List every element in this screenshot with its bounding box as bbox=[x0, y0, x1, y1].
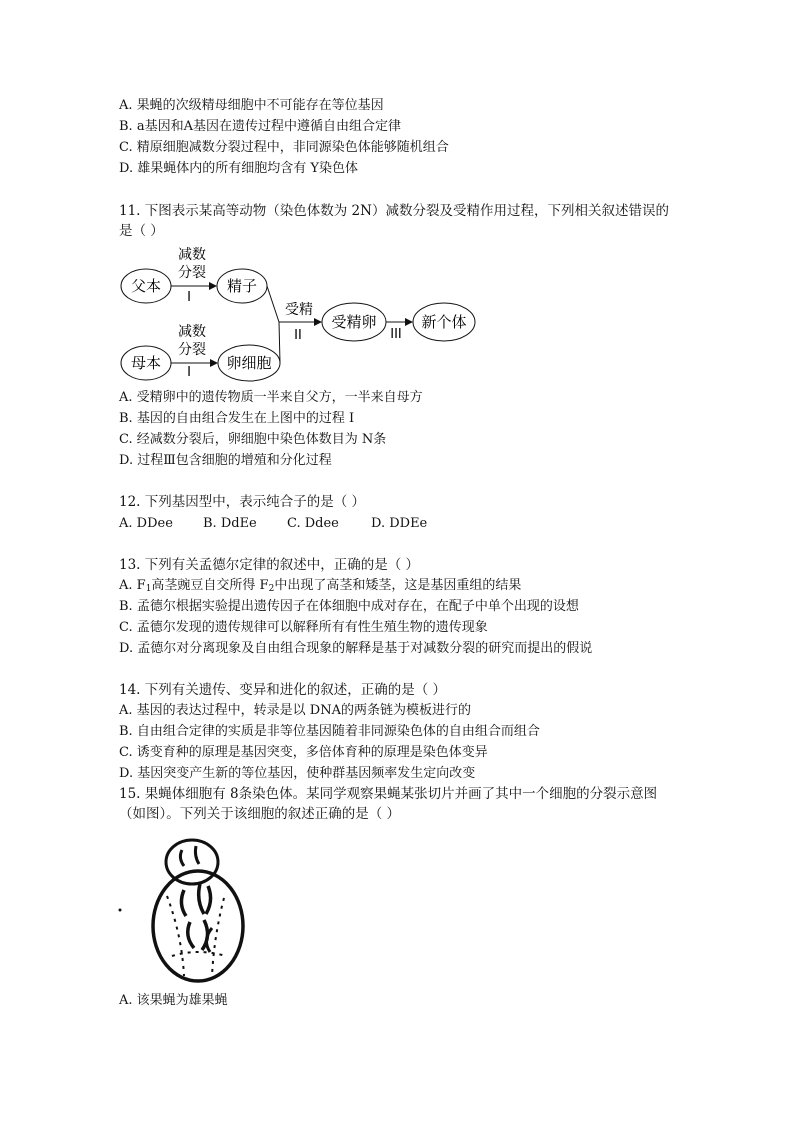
q13-a-sub1: 1 bbox=[145, 584, 152, 594]
q11-option-a: A. 受精卵中的遗传物质一半来自父方，一半来自母方 bbox=[119, 390, 423, 405]
q15-option-a: A. 该果蝇为雄果蝇 bbox=[119, 993, 228, 1008]
line-sperm-join bbox=[267, 286, 279, 322]
chromosome-1 bbox=[181, 890, 186, 916]
q15-stem-line1: 15. 果蝇体细胞有 8条染色体。某同学观察果蝇某张切片并画了其中一个细胞的分裂示意图 bbox=[119, 786, 658, 802]
q12-option-a: A. DDee bbox=[119, 516, 173, 531]
q11-option-b: B. 基因的自由组合发生在上图中的过程 I bbox=[119, 411, 355, 426]
fertilization-label: 受精 bbox=[285, 302, 313, 318]
q13-option-c: C. 孟德尔发现的遗传规律可以解释所有有性生殖生物的遗传现象 bbox=[119, 620, 488, 635]
q13-a-sub2: 2 bbox=[268, 584, 275, 594]
bud-chromosome-1 bbox=[180, 850, 184, 866]
q11-stem-line2: 是（ ） bbox=[119, 223, 164, 239]
bud-chromosome-2 bbox=[195, 846, 199, 864]
step3-label: III bbox=[390, 327, 402, 342]
spindle-fiber-bottom bbox=[172, 952, 226, 956]
meiosis-label-bottom-1: 减数 bbox=[178, 324, 206, 340]
q14-stem: 14. 下列有关遗传、变异和进化的叙述，正确的是（ ） bbox=[119, 682, 447, 698]
father-label: 父本 bbox=[130, 277, 162, 295]
meiosis-label-top-1: 减数 bbox=[178, 247, 206, 263]
step1-label-bottom: I bbox=[187, 365, 191, 380]
chromosome-2 bbox=[199, 884, 204, 914]
q13-option-d: D. 孟德尔对分离现象及自由组合现象的解释是基于对减数分裂的研究而提出的假说 bbox=[119, 641, 593, 656]
q10-option-c: C. 精原细胞减数分裂过程中，非同源染色体能够随机组合 bbox=[119, 140, 449, 155]
q11-option-d: D. 过程Ⅲ包含细胞的增殖和分化过程 bbox=[119, 453, 332, 468]
egg-label: 卵细胞 bbox=[226, 354, 272, 372]
meiosis-label-bottom-2: 分裂 bbox=[178, 342, 206, 358]
q12-options bbox=[119, 515, 427, 533]
mother-label: 母本 bbox=[130, 354, 162, 372]
q12-stem: 12. 下列基因型中，表示纯合子的是（ ） bbox=[119, 494, 366, 510]
zygote-label: 受精卵 bbox=[331, 313, 377, 331]
meiosis-label-top-2: 分裂 bbox=[178, 265, 206, 281]
q14-option-a: A. 基因的表达过程中，转录是以 DNA的两条链为模板进行的 bbox=[119, 703, 471, 718]
q11-option-c: C. 经减数分裂后，卵细胞中染色体数目为 N条 bbox=[119, 432, 387, 447]
q14-option-c: C. 诱变育种的原理是基因突变，多倍体育种的原理是染色体变异 bbox=[119, 745, 488, 760]
q13-option-a bbox=[119, 577, 521, 598]
q12-option-b: B. DdEe bbox=[203, 516, 257, 531]
q12-option-c: C. Ddee bbox=[287, 516, 339, 531]
chromosome-3 bbox=[206, 886, 211, 914]
q13-a-prefix: A. F bbox=[119, 578, 146, 593]
q13-a-mid: 高茎豌豆自交所得 F bbox=[151, 578, 269, 593]
q10-option-d: D. 雄果蝇体内的所有细胞均含有 Y染色体 bbox=[119, 161, 358, 176]
q10-option-a: A. 果蝇的次级精母细胞中不可能存在等位基因 bbox=[119, 98, 384, 113]
q15-stem-line2: （如图）。下列关于该细胞的叙述正确的是（ ） bbox=[119, 806, 401, 822]
q14-option-b: B. 自由组合定律的实质是非等位基因随着非同源染色体的自由组合而组合 bbox=[119, 724, 540, 739]
line-egg-join bbox=[279, 322, 280, 363]
q13-option-b: B. 孟德尔根据实验提出遗传因子在体细胞中成对存在，在配子中单个出现的设想 bbox=[119, 599, 579, 614]
chromosome-4 bbox=[188, 922, 194, 948]
sperm-label: 精子 bbox=[226, 277, 258, 295]
q12-option-d: D. DDEe bbox=[371, 516, 428, 531]
q14-option-d: D. 基因突变产生新的等位基因，使种群基因频率发生定向改变 bbox=[119, 766, 476, 781]
step2-label: II bbox=[294, 328, 302, 343]
q10-option-b: B. a基因和A基因在遗传过程中遵循自由组合定律 bbox=[119, 119, 401, 134]
individual-label: 新个体 bbox=[421, 313, 467, 331]
q11-stem-line1: 11. 下图表示某高等动物（染色体数为 2N）减数分裂及受精作用过程，下列相关叙述错误的 bbox=[119, 203, 669, 219]
q13-a-post: 中出现了高茎和矮茎，这是基因重组的结果 bbox=[274, 578, 522, 593]
stray-dot bbox=[119, 909, 122, 912]
cell-division-figure bbox=[112, 836, 262, 991]
step1-label-top: I bbox=[187, 290, 191, 305]
q13-stem: 13. 下列有关孟德尔定律的叙述中，正确的是（ ） bbox=[119, 557, 420, 573]
spindle-fiber-right bbox=[212, 898, 224, 976]
q11-diagram bbox=[115, 240, 485, 385]
